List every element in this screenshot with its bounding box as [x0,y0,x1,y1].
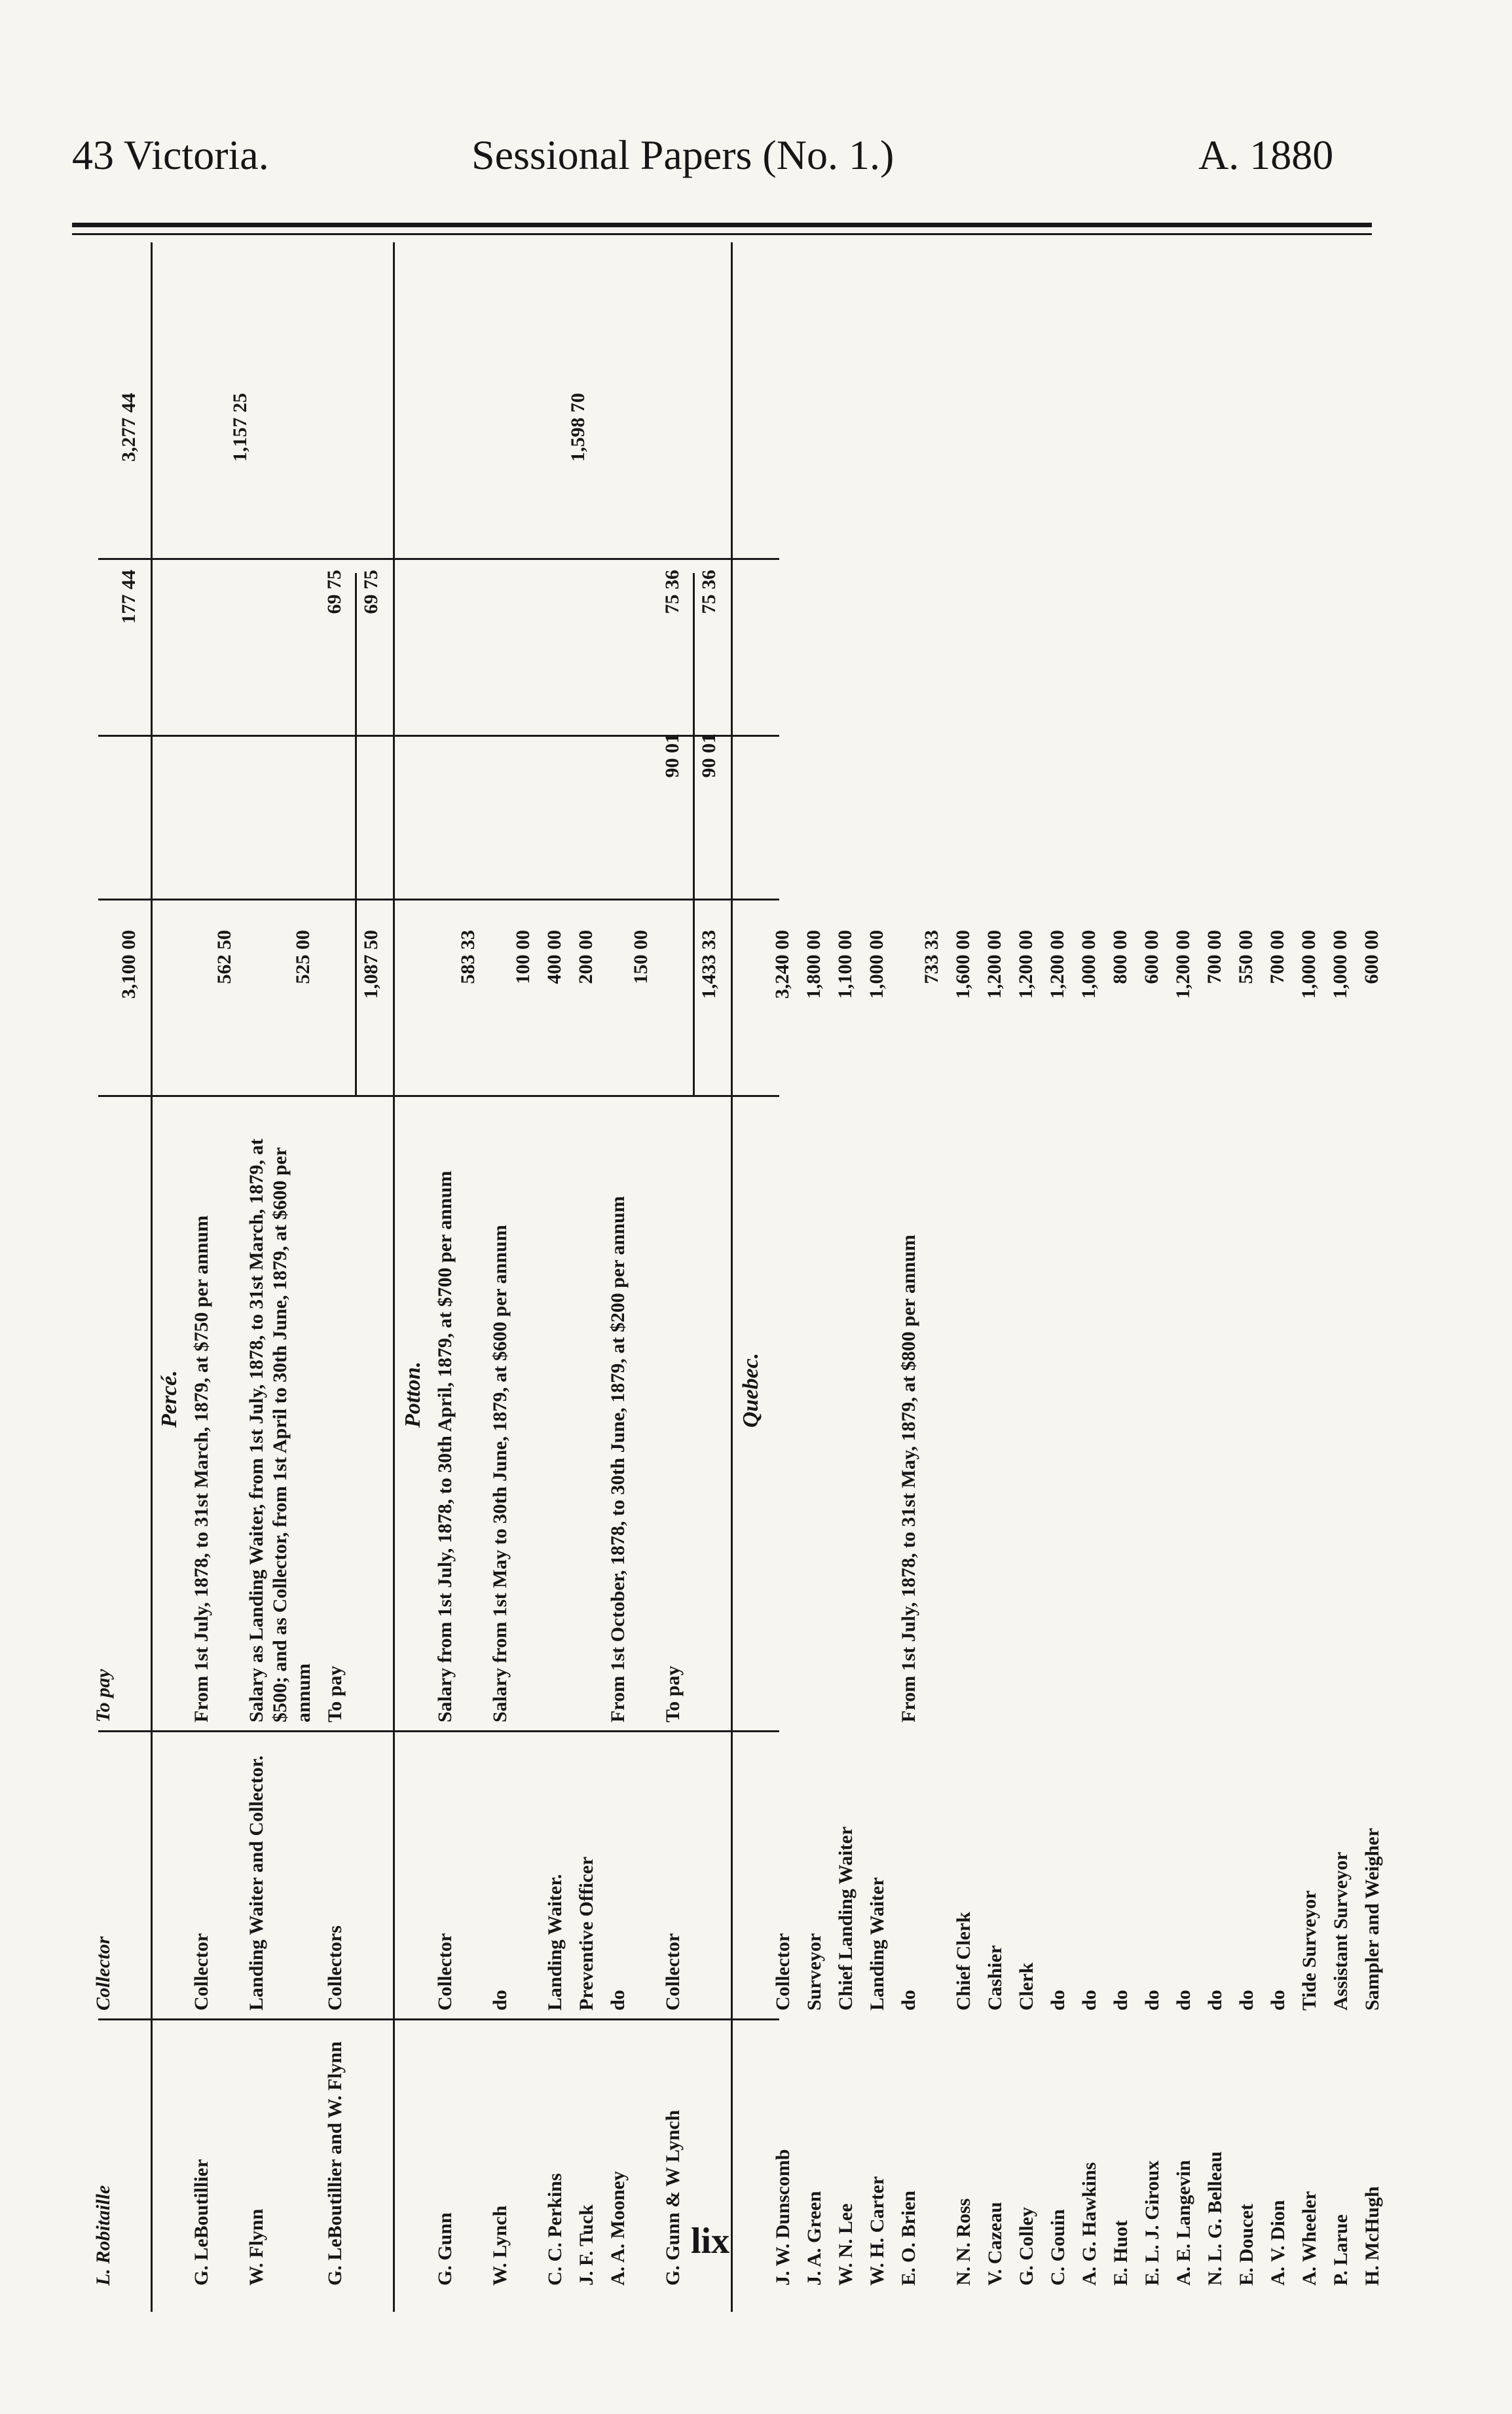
row-amount-1: 1,200 00 [1172,930,1194,999]
top-row-name: L. Robitaille [92,2185,114,2286]
column-divider [98,558,779,560]
row-office: Assistant Surveyor [1330,1851,1352,2011]
row-office: Sampler and Weigher [1361,1828,1383,2011]
row-amount-1: 550 00 [1235,930,1257,984]
row-amount-1: 3,240 00 [771,930,793,999]
section-title: Quebec. [739,1352,763,1428]
section-title: Percé. [157,1370,181,1428]
row-amount-1: 733 33 [921,930,942,984]
row-name: A. V. Dion [1267,2200,1289,2286]
row-name: J. A. Green [803,2191,825,2286]
rotated-table [72,242,1383,2312]
row-amount-1: 1,200 00 [1046,930,1068,999]
page-number: lix [691,2221,730,2261]
row-amount-1: 600 00 [1361,930,1382,984]
row-office: do [489,1990,511,2011]
row-description: To pay [324,1665,346,1722]
row-office: Preventive Officer [576,1856,597,2011]
row-name: H. McHugh [1361,2186,1383,2286]
row-office: Chief Clerk [953,1912,974,2011]
section-total: 1,598 70 [567,393,589,462]
row-name: C. Gouin [1047,2209,1069,2286]
row-office: do [607,1990,629,2011]
row-office: Collector [191,1933,212,2011]
row-description: From 1st July, 1878, to 31st May, 1879, at $800 per annum [898,1235,919,1722]
column-divider [98,1730,779,1732]
row-name: G. LeBoutillier and W. Flynn [324,2041,346,2286]
row-description: From 1st October, 1878, to 30th June, 1879, at $200 per annum [607,1196,629,1722]
row-name: A. A. Mooney [607,2171,629,2286]
header-rule-thin [72,233,1372,235]
row-office: Collector [434,1933,456,2011]
header-right: A. 1880 [1198,132,1334,178]
row-amount-1: 800 00 [1109,930,1131,984]
column-divider [98,2018,779,2020]
row-description: To pay [662,1665,684,1722]
row-amount-1: 1,000 00 [1329,930,1351,999]
row-name: E. L. J. Giroux [1141,2160,1163,2286]
row-name: W. Lynch [489,2205,511,2286]
row-amount-1: 1,000 00 [1298,930,1319,999]
row-name: W. H. Carter [866,2176,888,2286]
row-office: Landing Waiter. [544,1874,566,2011]
row-name: G. Colley [1016,2207,1037,2286]
row-description: Salary as Landing Waiter, from 1st July, 1878, to 31st March, 1879, at $500; and as Collector, from 1st April to 30th June, 1879, at $600 per annum [246,1138,314,1722]
row-office: do [1079,1990,1100,2011]
row-office: do [1110,1990,1132,2011]
row-amount-1: 600 00 [1141,930,1162,984]
row-amount-1: 1,000 00 [1078,930,1099,999]
row-amount-1: 562 50 [213,930,235,984]
row-office: do [1236,1990,1257,2011]
row-amount-1: 700 00 [1204,930,1225,984]
row-name: J. W. Dunscomb [772,2149,794,2286]
row-name: J. F. Tuck [576,2204,597,2286]
row-office: do [1204,1990,1226,2011]
header-left: 43 Victoria. [72,132,269,178]
row-office: Collectors [324,1925,346,2011]
row-name: A. Wheeler [1299,2191,1320,2286]
row-name: W. N. Lee [835,2203,857,2286]
row-office: Clerk [1016,1962,1037,2011]
row-office: Landing Waiter [866,1877,888,2011]
row-office: Collector [772,1933,794,2011]
subtotal-rule [693,573,695,1097]
row-amount-1: 1,100 00 [834,930,856,999]
subtotal-1: 1,433 33 [698,930,720,999]
row-amount-1: 525 00 [292,930,314,984]
row-name: G. Gunn & W Lynch [662,2109,684,2286]
top-row-amount-3: 177 44 [118,570,139,624]
section-title: Potton. [401,1361,425,1428]
row-office: do [1047,1990,1069,2011]
section-rule [393,242,395,2312]
column-divider [98,1095,779,1097]
row-amount-1: 400 00 [544,930,565,984]
row-name: A. G. Hawkins [1079,2162,1100,2286]
row-office: Tide Surveyor [1299,1890,1320,2011]
top-row-to-pay: To pay [92,1669,114,1722]
row-amount-1: 583 33 [457,930,479,984]
top-row-office: Collector [92,1936,114,2011]
top-row-amount-1: 3,100 00 [118,930,139,999]
header-center: Sessional Papers (No. 1.) [471,132,894,178]
row-amount-1: 1,600 00 [952,930,974,999]
row-office: do [1267,1990,1289,2011]
row-name: E. O. Brien [898,2190,919,2286]
row-name: E. Huot [1110,2219,1132,2286]
row-office: do [1141,1990,1163,2011]
row-office: do [1173,1990,1194,2011]
column-divider [98,899,779,901]
row-amount-1: 1,200 00 [1015,930,1037,999]
row-amount-1: 150 00 [630,930,652,984]
row-name: V. Cazeau [984,2202,1006,2286]
row-amount-2: 90 01 [661,733,683,778]
row-rule [151,242,153,2312]
section-rule [731,242,733,2312]
row-office: do [898,1990,919,2011]
row-name: E. Doucet [1236,2204,1257,2286]
row-name: G. Gunn [434,2212,456,2286]
row-amount-1: 1,200 00 [984,930,1005,999]
row-name: N. L. G. Belleau [1204,2151,1226,2286]
row-office: Landing Waiter and Collector. [246,1755,267,2011]
section-total: 1,157 25 [229,393,251,462]
top-row-total: 3,277 44 [118,393,139,462]
row-amount-1: 700 00 [1266,930,1288,984]
row-office: Surveyor [803,1933,825,2011]
row-amount-1: 1,800 00 [803,930,824,999]
subtotal-2: 90 01 [698,733,720,778]
row-name: W. Flynn [246,2208,267,2286]
row-name: N. N. Ross [953,2198,974,2286]
row-name: G. LeBoutillier [191,2159,212,2286]
header-rule [72,223,1372,227]
row-amount-1: 200 00 [575,930,597,984]
subtotal-3: 69 75 [360,570,382,614]
row-office: Cashier [984,1945,1006,2011]
row-office: Chief Landing Waiter [835,1826,857,2011]
row-office: Collector [662,1933,684,2011]
row-name: A. E. Langevin [1173,2160,1194,2286]
row-amount-3: 69 75 [323,570,345,614]
row-name: C. C. Perkins [544,2173,566,2286]
row-amount-1: 1,000 00 [866,930,887,999]
row-amount-1: 100 00 [512,930,534,984]
subtotal-1: 1,087 50 [360,930,382,999]
subtotal-rule [355,573,357,1097]
row-name: P. Larue [1330,2214,1352,2286]
row-description: Salary from 1st July, 1878, to 30th April, 1879, at $700 per annum [434,1170,456,1722]
row-description: From 1st July, 1878, to 31st March, 1879, at $750 per annum [191,1215,212,1722]
row-description: Salary from 1st May to 30th June, 1879, at $600 per annum [489,1225,511,1722]
row-amount-3: 75 36 [661,570,683,614]
subtotal-3: 75 36 [698,570,720,614]
